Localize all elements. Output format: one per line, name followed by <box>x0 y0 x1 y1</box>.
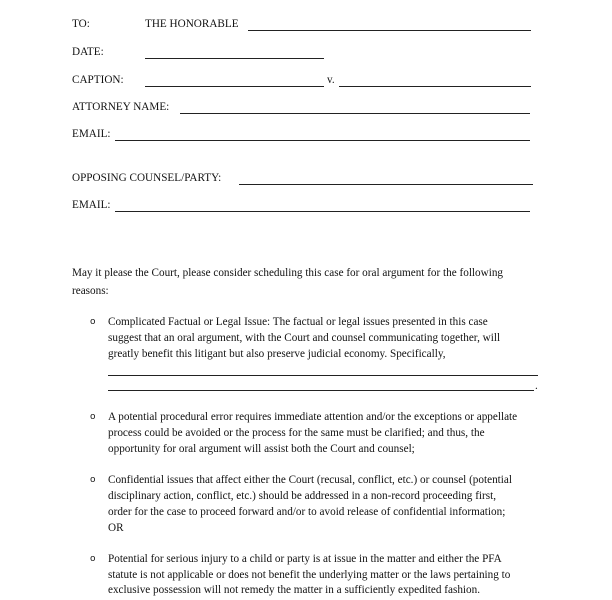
opposing-counsel-label: OPPOSING COUNSEL/PARTY: <box>72 172 222 184</box>
to-honorable-text: THE HONORABLE <box>145 18 239 30</box>
attorney-name-field[interactable] <box>180 113 530 114</box>
reason-2-line-1: A potential procedural error requires immediate attention and/or the exceptions or appellate <box>108 411 518 423</box>
attorney-email-field[interactable] <box>115 140 530 141</box>
reason-2-line-3: opportunity for oral argument will assist both the Court and counsel; <box>108 443 415 455</box>
intro-line-1: May it please the Court, please consider scheduling this case for oral argument for the following <box>72 267 504 279</box>
reason-4-line-1: Potential for serious injury to a child or party is at issue in the matter and either the PFA <box>108 553 502 565</box>
reason-1-specify-field-1[interactable] <box>108 375 538 376</box>
reason-1-line-1: Complicated Factual or Legal Issue: The factual or legal issues presented in this case <box>108 316 488 328</box>
judge-name-field[interactable] <box>248 30 531 31</box>
bullet-icon: o <box>90 412 96 422</box>
opposing-email-label: EMAIL: <box>72 199 111 211</box>
bullet-icon: o <box>90 317 96 327</box>
attorney-name-label: ATTORNEY NAME: <box>72 101 170 113</box>
date-field[interactable] <box>145 58 324 59</box>
bullet-icon: o <box>90 475 96 485</box>
reason-3-line-4: OR <box>108 522 124 534</box>
reason-1-end-period: . <box>535 380 538 392</box>
attorney-email-label: EMAIL: <box>72 128 111 140</box>
reason-4-line-3: exclusive possession will not remedy the matter in a sufficiently expedited fashion. <box>108 584 481 596</box>
reason-3-line-3: order for the case to proceed forward and/or to avoid release of confidential information; <box>108 506 506 518</box>
reason-1-line-2: suggest that an oral argument, with the Court and counsel communicating together, will <box>108 332 501 344</box>
reason-1-line-3: greatly benefit this litigant but also preserve judicial economy. Specifically, <box>108 348 446 360</box>
opposing-email-field[interactable] <box>115 211 530 212</box>
reason-4-line-2: statute is not applicable or does not benefit the underlying matter or the laws pertaining to <box>108 569 511 581</box>
caption-defendant-field[interactable] <box>339 86 531 87</box>
reason-2-line-2: process could be avoided or the process for the same must be clarified; and thus, the <box>108 427 485 439</box>
reason-3-line-2: disciplinary action, conflict, etc.) should be addressed in a non-record proceeding first, <box>108 490 497 502</box>
caption-label: CAPTION: <box>72 74 124 86</box>
opposing-counsel-field[interactable] <box>239 184 533 185</box>
caption-versus: v. <box>327 74 335 86</box>
date-label: DATE: <box>72 46 104 58</box>
bullet-icon: o <box>90 554 96 564</box>
reason-3-line-1: Confidential issues that affect either the Court (recusal, conflict, etc.) or counsel (potential <box>108 474 512 486</box>
reason-1-specify-field-2[interactable] <box>108 390 534 391</box>
to-label: TO: <box>72 18 90 30</box>
caption-plaintiff-field[interactable] <box>145 86 324 87</box>
intro-line-2: reasons: <box>72 285 109 297</box>
